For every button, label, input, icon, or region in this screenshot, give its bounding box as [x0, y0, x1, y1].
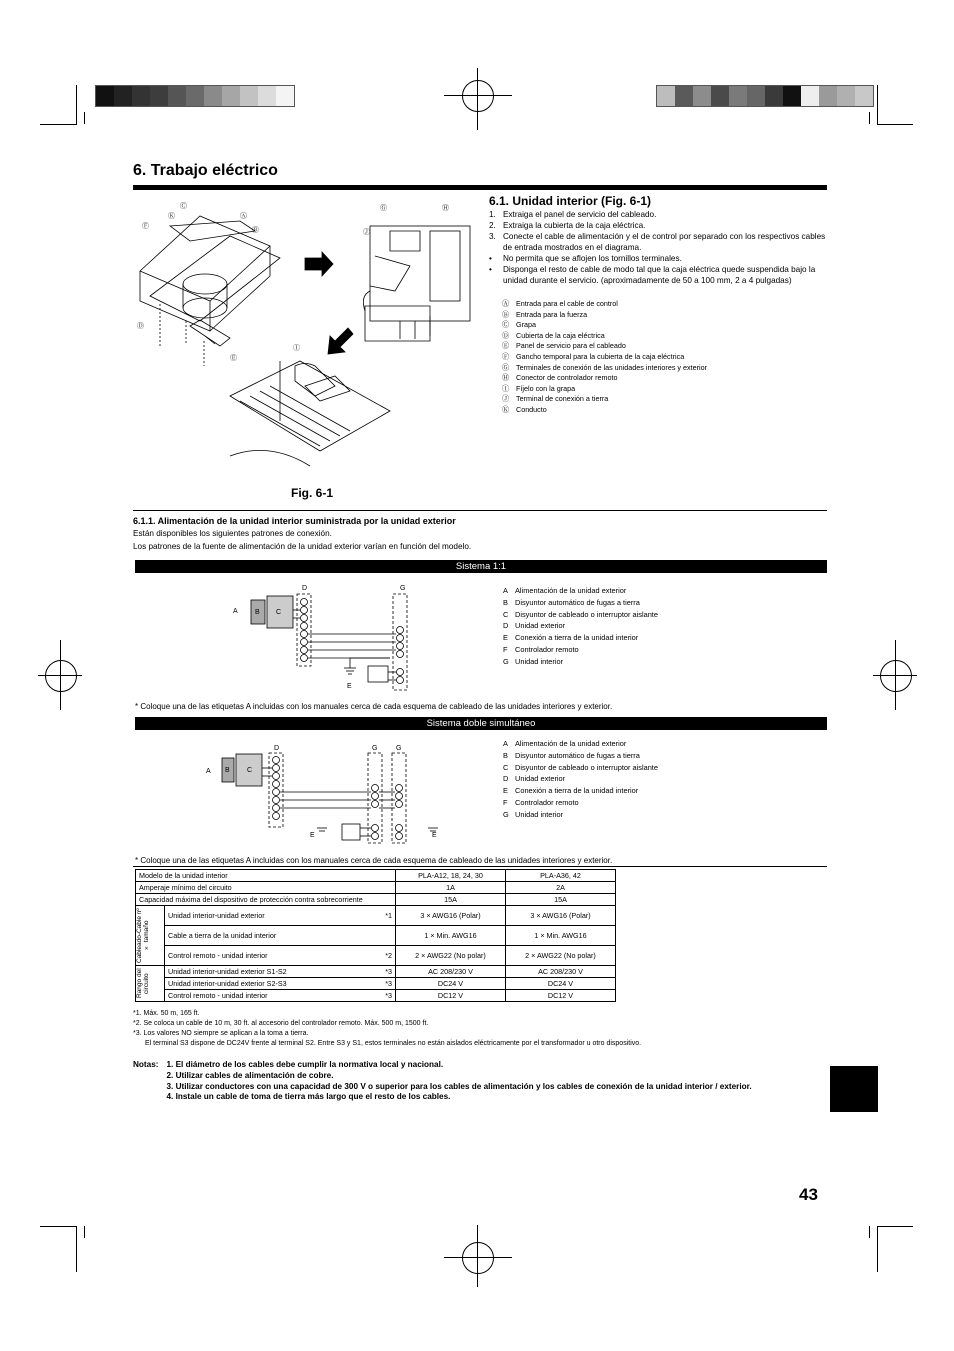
svg-text:C: C: [276, 609, 282, 616]
divider: [133, 866, 827, 867]
svg-text:A: A: [233, 608, 238, 615]
color-bar-left: [95, 85, 295, 107]
fig-label: Ⓗ: [442, 205, 449, 212]
svg-text:D: D: [302, 585, 308, 592]
table-row: Cableado-Cable nº × tamaño Unidad interior-unidad exterior *1 3 × AWG16 (Polar) 3 × AWG16 (Polar): [136, 906, 616, 926]
footnote: *2. Se coloca un cable de 10 m, 30 ft. al accesorio del controlador remoto. Máx. 500 m, 1500 ft.: [133, 1020, 429, 1027]
color-swatch: [729, 86, 747, 106]
color-swatch: [747, 86, 765, 106]
language-tab-marker: [830, 1066, 878, 1112]
figure-caption: Fig. 6-1: [291, 486, 334, 500]
svg-text:G: G: [400, 585, 406, 592]
color-swatch: [837, 86, 855, 106]
list-item: Ⓖ Terminales de conexión de las unidades interiores y exterior: [502, 362, 707, 372]
color-swatch: [765, 86, 783, 106]
svg-text:E: E: [347, 683, 352, 690]
list-item: Ⓗ Conector de controlador remoto: [502, 373, 618, 383]
fig-label: Ⓒ: [180, 203, 187, 210]
list-item: E Conexión a tierra de la unidad interior: [503, 633, 639, 643]
table-row: Modelo de la unidad interior PLA-A12, 18, 24, 30 PLA-A36, 42: [136, 870, 616, 882]
list-item: D Unidad exterior: [503, 774, 566, 784]
list-item: Ⓕ Gancho temporal para la cubierta de la caja eléctrica: [502, 351, 685, 361]
color-swatch: [204, 86, 222, 106]
divider: [133, 510, 827, 511]
paragraph: Están disponibles los siguientes patrones de conexión.: [133, 529, 332, 538]
color-bar-right: [656, 85, 874, 107]
list-item: Ⓙ Terminal de conexión a tierra: [502, 394, 609, 404]
table-row: Unidad interior-unidad exterior S2-S3 *3 DC24 V DC24 V: [136, 978, 616, 990]
fig-label: Ⓙ: [363, 229, 370, 236]
color-swatch: [222, 86, 240, 106]
list-item: Ⓑ Entrada para la fuerza: [502, 309, 588, 319]
list-item: 2. Utilizar cables de alimentación de cobre.: [166, 1070, 334, 1080]
footnote: *3. Los valores NO siempre se aplican a la toma a tierra.: [133, 1030, 309, 1037]
list-item: 1. El diámetro de los cables debe cumplir la normativa local y nacional.: [166, 1060, 444, 1069]
legend-sistema-1-1: [503, 585, 658, 668]
banner-sistema-doble: Sistema doble simultáneo: [135, 717, 827, 730]
steps-list: [489, 209, 827, 286]
subsection-heading: 6.1. Unidad interior (Fig. 6-1): [489, 194, 652, 208]
list-item: Ⓒ Grapa: [502, 320, 536, 330]
notes-block: [133, 1060, 752, 1103]
section-title: 6. Trabajo eléctrico: [133, 162, 278, 179]
list-item: 3. Utilizar conductores con una capacidad de 300 V o superior para los cables de alimentación y los cables de conexión de la unidad interior / exterior.: [166, 1081, 752, 1091]
color-swatch: [711, 86, 729, 106]
group-label: Rango del circuito: [136, 968, 150, 999]
color-swatch: [801, 86, 819, 106]
figure-6-1-illustration: [130, 196, 480, 486]
title-rule: [133, 185, 827, 190]
list-item: G Unidad interior: [503, 809, 564, 819]
list-item: F Controlador remoto: [503, 644, 579, 654]
list-item: Ⓚ Conducto: [502, 404, 547, 414]
list-item: Ⓘ Fíjelo con la grapa: [502, 383, 576, 393]
legend-sistema-doble: [503, 738, 658, 821]
color-swatch: [258, 86, 276, 106]
color-swatch: [186, 86, 204, 106]
color-swatch: [657, 86, 675, 106]
svg-text:E: E: [432, 832, 437, 839]
page-number: 43: [799, 1185, 818, 1204]
list-item: F Controlador remoto: [503, 797, 579, 807]
fig-label: Ⓔ: [230, 355, 237, 362]
list-item: 2. Extraiga la cubierta de la caja eléctrica.: [489, 221, 646, 230]
svg-text:D: D: [274, 745, 280, 752]
list-item: E Conexión a tierra de la unidad interior: [503, 786, 639, 796]
banner-sistema-1-1: Sistema 1:1: [135, 560, 827, 573]
color-swatch: [150, 86, 168, 106]
note-labels: * Coloque una de las etiquetas A incluidas con los manuales cerca de cada esquema de cableado de las unidades interiores y exterior.: [135, 702, 613, 711]
list-item: D Unidad exterior: [503, 621, 566, 631]
group-label: Cableado-Cable nº × tamaño: [136, 908, 150, 963]
wiring-diagram-1-1: [230, 580, 420, 692]
list-item: C Disyuntor de cableado o interruptor aislante: [503, 762, 658, 772]
list-item: B Disyuntor automático de fugas a tierra: [503, 597, 640, 607]
color-swatch: [783, 86, 801, 106]
color-swatch: [276, 86, 294, 106]
notes-label: Notas:: [133, 1060, 159, 1069]
list-item: 1. Extraiga el panel de servicio del cableado.: [489, 210, 657, 219]
color-swatch: [168, 86, 186, 106]
svg-text:C: C: [247, 767, 253, 774]
paragraph: Los patrones de la fuente de alimentación de la unidad exterior varían en función del modelo.: [133, 542, 472, 551]
list-item: Ⓓ Cubierta de la caja eléctrica: [502, 330, 605, 340]
figure-legend: [502, 299, 707, 416]
svg-text:G: G: [396, 745, 402, 752]
svg-text:A: A: [206, 768, 211, 775]
wiring-spec-table: [135, 869, 616, 1002]
fig-label: Ⓑ: [252, 227, 259, 234]
list-item: Ⓔ Panel de servicio para el cableado: [502, 341, 626, 351]
fig-label: Ⓕ: [142, 223, 149, 230]
color-swatch: [132, 86, 150, 106]
footnote: *1. Máx. 50 m, 165 ft.: [133, 1010, 200, 1017]
color-swatch: [675, 86, 693, 106]
fig-label: Ⓐ: [240, 213, 247, 220]
fig-label: Ⓘ: [293, 345, 300, 352]
table-row: Capacidad máxima del dispositivo de protección contra sobrecorriente 15A 15A: [136, 894, 616, 906]
list-item: 4. Instale un cable de toma de tierra más largo que el resto de los cables.: [166, 1092, 451, 1102]
note-labels: * Coloque una de las etiquetas A incluidas con los manuales cerca de cada esquema de cableado de las unidades interiores y exterior.: [135, 856, 613, 865]
table-row: Rango del circuito Unidad interior-unidad exterior S1-S2 *3 AC 208/230 V AC 208/230 V: [136, 966, 616, 978]
color-swatch: [855, 86, 873, 106]
table-row: Control remoto - unidad interior *2 2 × AWG22 (No polar) 2 × AWG22 (No polar): [136, 946, 616, 966]
color-swatch: [96, 86, 114, 106]
list-item: A Alimentación de la unidad exterior: [503, 586, 627, 595]
list-item: • Disponga el resto de cable de modo tal que la caja eléctrica quede suspendida bajo la unidad durante el servicio. (aproximadamente de 50 a 100 mm, 2 a 4 pulgadas): [489, 265, 816, 285]
list-item: G Unidad interior: [503, 656, 564, 666]
subsection-heading-611: 6.1.1. Alimentación de la unidad interior suministrada por la unidad exterior: [133, 516, 456, 526]
table-row: Amperaje mínimo del circuito 1A 2A: [136, 882, 616, 894]
color-swatch: [240, 86, 258, 106]
svg-text:B: B: [225, 767, 230, 774]
list-item: A Alimentación de la unidad exterior: [503, 739, 627, 748]
svg-text:E: E: [310, 832, 315, 839]
list-item: B Disyuntor automático de fugas a tierra: [503, 750, 640, 760]
svg-text:B: B: [255, 609, 260, 616]
table-row: Cable a tierra de la unidad interior 1 × Min. AWG16 1 × Min. AWG16: [136, 926, 616, 946]
fig-label: Ⓓ: [137, 323, 144, 330]
wiring-diagram-doble: [203, 740, 453, 845]
list-item: 3. Conecte el cable de alimentación y el de control por separado con los respectivos cables de entrada mostrados en el diagrama.: [489, 232, 826, 252]
color-swatch: [819, 86, 837, 106]
svg-text:G: G: [372, 745, 378, 752]
table-row: Control remoto - unidad interior *3 DC12 V DC12 V: [136, 990, 616, 1002]
list-item: Ⓐ Entrada para el cable de control: [502, 299, 618, 308]
list-item: • No permita que se aflojen los tornillos terminales.: [489, 254, 682, 263]
footnote: El terminal S3 dispone de DC24V frente al terminal S2. Entre S3 y S1, estos terminales no están aislados eléctricamente por el transformador u otro dispositivo.: [145, 1040, 642, 1047]
fig-label: Ⓚ: [168, 213, 175, 220]
color-swatch: [693, 86, 711, 106]
list-item: C Disyuntor de cableado o interruptor aislante: [503, 609, 658, 619]
color-swatch: [114, 86, 132, 106]
fig-label: Ⓖ: [380, 205, 387, 212]
